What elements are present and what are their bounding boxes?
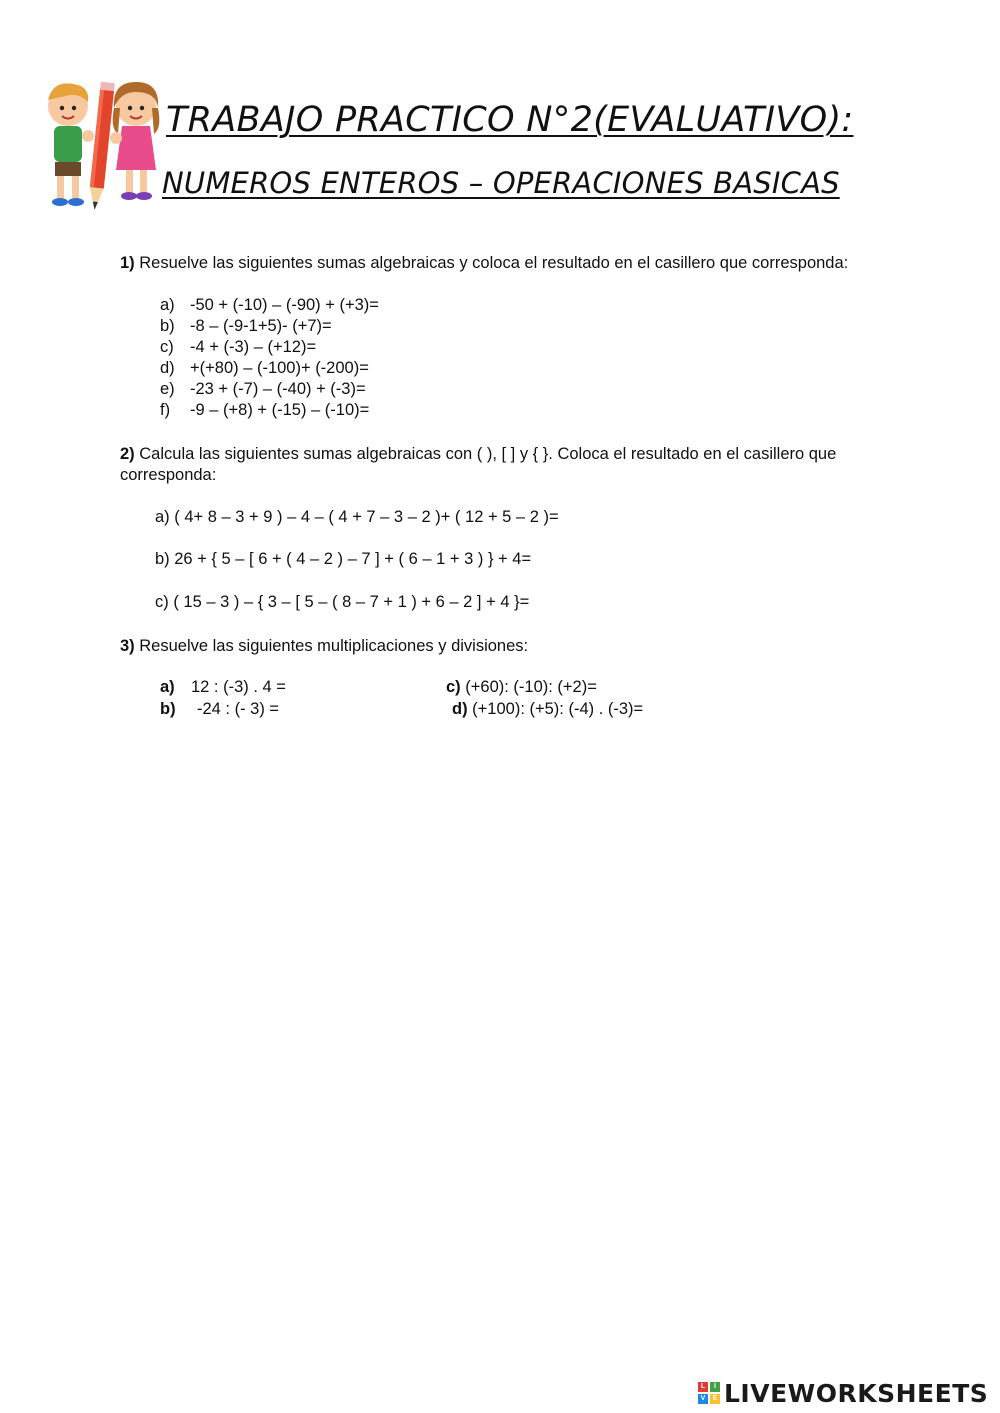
section2-instruction-text: Calcula las siguientes sumas algebraicas con ( ), [ ] y { }. Coloca el resultado en el casillero que corresponda: — [120, 445, 837, 484]
section3-exercise-d — [452, 699, 643, 720]
section2-number: 2) — [120, 445, 135, 463]
section1-instruction-text: Resuelve las siguientes sumas algebraicas y coloca el resultado en el casillero que corresponda: — [134, 254, 849, 272]
worksheet-title: TRABAJO PRACTICO N°2(EVALUATIVO): — [166, 100, 854, 140]
exercise-letter: c) — [160, 338, 174, 356]
exercise-letter: e) — [160, 380, 175, 398]
exercise-letter: c) — [446, 678, 461, 696]
exercise-letter: d) — [452, 700, 468, 718]
exercise-letter: d) — [160, 359, 175, 377]
list-item — [160, 379, 379, 400]
kids-with-pencil-illustration — [28, 78, 178, 218]
exercise-letter: a) — [160, 296, 175, 314]
section3-instruction-text: Resuelve las siguientes multiplicaciones y divisiones: — [134, 637, 529, 655]
worksheet-subtitle: NUMEROS ENTEROS – OPERACIONES BASICAS — [162, 166, 840, 200]
list-item — [160, 400, 379, 421]
exercise-expression: -24 : (- 3) = — [197, 700, 280, 718]
section3-number: 3) — [120, 637, 135, 655]
section2-exercise-b: b) 26 + { 5 – [ 6 + ( 4 – 2 ) – 7 ] + ( 6 – 1 + 3 ) } + 4= — [155, 550, 532, 568]
section3-exercise-a — [160, 677, 286, 698]
logo-box: L — [698, 1382, 708, 1392]
list-item — [160, 295, 379, 316]
exercise-expression: -9 – (+8) + (-15) – (-10)= — [190, 401, 370, 419]
section2-exercise-c: c) ( 15 – 3 ) – { 3 – [ 5 – ( 8 – 7 + 1 ) + 6 – 2 ] + 4 }= — [155, 593, 530, 611]
section3-exercise-c — [446, 677, 597, 698]
exercise-expression: (+60): (-10): (+2)= — [465, 678, 597, 696]
section1-number: 1) — [120, 254, 135, 272]
exercise-letter: b) — [160, 317, 175, 335]
exercise-expression: -8 – (-9-1+5)- (+7)= — [190, 317, 332, 335]
exercise-expression: +(+80) – (-100)+ (-200)= — [190, 359, 369, 377]
exercise-letter: a) — [160, 678, 175, 696]
list-item — [160, 358, 379, 379]
liveworksheets-logo[interactable] — [698, 1378, 988, 1408]
exercise-expression: -50 + (-10) – (-90) + (+3)= — [190, 296, 379, 314]
logo-text: LIVEWORKSHEETS — [724, 1378, 989, 1408]
logo-mark-icon — [698, 1382, 720, 1404]
logo-box: E — [710, 1394, 720, 1404]
exercise-expression: (+100): (+5): (-4) . (-3)= — [472, 700, 644, 718]
exercise-expression: 12 : (-3) . 4 = — [191, 678, 286, 696]
logo-box: I — [710, 1382, 720, 1392]
section1-instruction — [120, 253, 848, 274]
section2-exercise-a: a) ( 4+ 8 – 3 + 9 ) – 4 – ( 4 + 7 – 3 – 2 )+ ( 12 + 5 – 2 )= — [155, 508, 559, 526]
list-item — [160, 316, 379, 337]
list-item — [160, 337, 379, 358]
exercise-expression: -23 + (-7) – (-40) + (-3)= — [190, 380, 366, 398]
section3-exercise-b — [160, 699, 279, 720]
section3-instruction — [120, 636, 528, 657]
section2-instruction — [120, 444, 930, 486]
logo-box: V — [698, 1394, 708, 1404]
exercise-letter: f) — [160, 401, 171, 419]
section1-exercise-list — [160, 295, 379, 421]
exercise-letter: b) — [160, 700, 176, 718]
exercise-expression: -4 + (-3) – (+12)= — [190, 338, 317, 356]
